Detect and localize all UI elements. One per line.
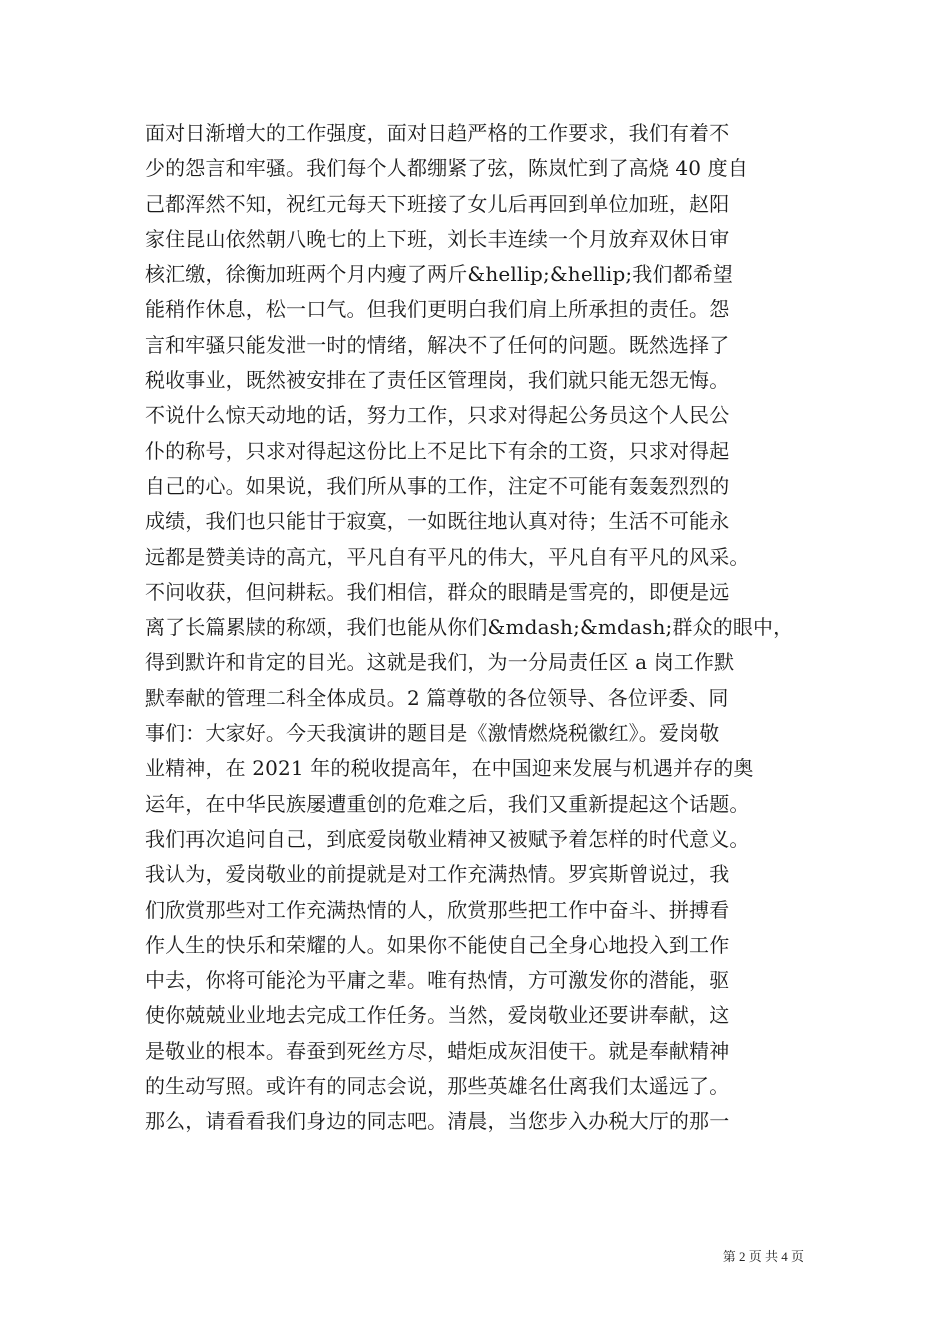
- text-line: 运年，在中华民族屡遭重创的危难之后，我们又重新提起这个话题。: [145, 791, 750, 816]
- text-line: 业精神，在 2021 年的税收提高年，在中国迎来发展与机遇并存的奥: [145, 756, 754, 781]
- text-line: 仆的称号，只求对得起这份比上不足比下有余的工资，只求对得起: [145, 438, 730, 463]
- text-line: 我认为，爱岗敬业的前提就是对工作充满热情。罗宾斯曾说过，我: [145, 862, 730, 887]
- text-line: 离了长篇累牍的称颂，我们也能从你们&mdash;&mdash;群众的眼中，: [145, 615, 794, 640]
- body-text: [145, 116, 815, 1140]
- text-line: 能稍作休息，松一口气。但我们更明白我们肩上所承担的责任。怨: [145, 297, 730, 322]
- text-line: 的生动写照。或许有的同志会说，那些英雄名仕离我们太遥远了。: [145, 1074, 730, 1099]
- text-line: 税收事业，既然被安排在了责任区管理岗，我们就只能无怨无悔。: [145, 368, 730, 393]
- text-line: 远都是赞美诗的高亢，平凡自有平凡的伟大，平凡自有平凡的风采。: [145, 544, 750, 569]
- text-line: 默奉献的管理二科全体成员。2 篇尊敬的各位领导、各位评委、同: [145, 685, 729, 710]
- text-line: 作人生的快乐和荣耀的人。如果你不能使自己全身心地投入到工作: [145, 932, 730, 957]
- text-line: 不说什么惊天动地的话，努力工作，只求对得起公务员这个人民公: [145, 403, 730, 428]
- text-line: 成绩，我们也只能甘于寂寞，一如既往地认真对待；生活不可能永: [145, 509, 730, 534]
- text-line: 得到默许和肯定的目光。这就是我们，为一分局责任区 a 岗工作默: [145, 650, 735, 675]
- text-line: 我们再次追问自己，到底爱岗敬业精神又被赋予着怎样的时代意义。: [145, 826, 750, 851]
- text-line: 自己的心。如果说，我们所从事的工作，注定不可能有轰轰烈烈的: [145, 473, 730, 498]
- text-line: 不问收获，但问耕耘。我们相信，群众的眼睛是雪亮的，即便是远: [145, 579, 730, 604]
- text-line: 中去，你将可能沦为平庸之辈。唯有热情，方可激发你的潜能，驱: [145, 968, 730, 993]
- text-line: 是敬业的根本。春蚕到死丝方尽，蜡炬成灰泪使干。就是奉献精神: [145, 1038, 730, 1063]
- text-line: 面对日渐增大的工作强度，面对日趋严格的工作要求，我们有着不: [145, 121, 730, 145]
- page-number-footer: 第 2 页 共 4 页: [722, 1249, 804, 1264]
- text-line: 们欣赏那些对工作充满热情的人，欣赏那些把工作中奋斗、拼搏看: [145, 897, 730, 922]
- text-line: 核汇缴，徐衡加班两个月内瘦了两斤&hellip;&hellip;我们都希望: [145, 262, 734, 287]
- text-line: 事们：大家好。今天我演讲的题目是《激情燃烧税徽红》。爱岗敬: [145, 721, 720, 746]
- text-line: 己都浑然不知，祝红元每天下班接了女儿后再回到单位加班，赵阳: [145, 191, 730, 216]
- text-line: 少的怨言和牢骚。我们每个人都绷紧了弦，陈岚忙到了高烧 40 度自: [145, 156, 748, 181]
- text-line: 家住昆山依然朝八晚七的上下班，刘长丰连续一个月放弃双休日审: [145, 226, 730, 251]
- text-line: 言和牢骚只能发泄一时的情绪，解决不了任何的问题。既然选择了: [145, 332, 730, 357]
- text-line: 使你兢兢业业地去完成工作任务。当然，爱岗敬业还要讲奉献，这: [145, 1003, 730, 1028]
- text-line: 那么，请看看我们身边的同志吧。清晨，当您步入办税大厅的那一: [145, 1109, 730, 1134]
